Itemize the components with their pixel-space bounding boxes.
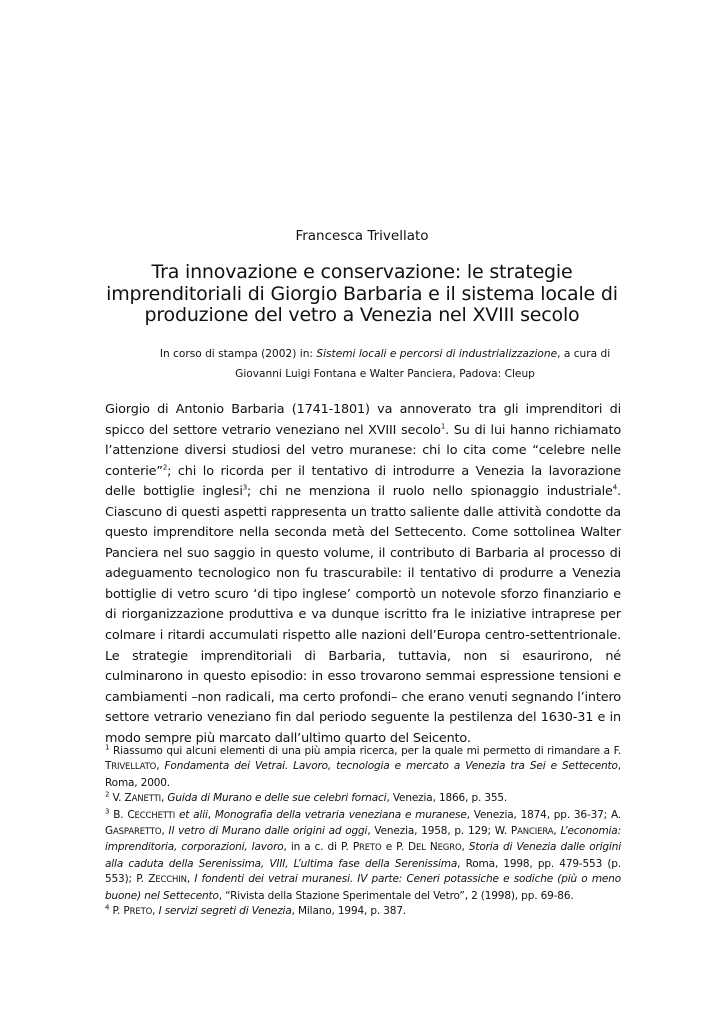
footnote-text: , Roma, 2000.	[105, 760, 621, 789]
body-text: Giorgio di Antonio Barbaria (1741-1801) va annoverato tra gli imprenditori di spicco del settore vetrario veneziano nel XVIII secolo	[105, 402, 621, 438]
body-paragraph	[105, 400, 621, 749]
body-text: . Su di lui hanno richiamato l’attenzione diversi studiosi del vetro muranese: chi lo cita come “celebre nelle conterie”	[105, 422, 621, 479]
footnote-italic: I fondenti dei vetrai muranesi. IV parte: Ceneri potassiche e sodiche (più o meno buone) nel Settecento	[105, 873, 621, 902]
footnote-text: , Roma, 1998, pp. 479-553 (p. 553); P. Z	[105, 857, 621, 886]
footnote-smallcaps: ASPARETTO	[113, 827, 162, 838]
footnote-number: 2	[105, 790, 110, 799]
footnote-smallcaps: EGRO	[437, 843, 462, 854]
footnote-ref: 4	[612, 483, 618, 492]
footnote-text: B. C	[109, 808, 135, 821]
footnote-text: P. P	[109, 905, 130, 918]
footnote-number: 3	[105, 807, 110, 816]
body-text: ; chi ne menziona il ruolo nello spionaggio industriale	[247, 484, 613, 500]
footnote-text: ,	[553, 825, 561, 838]
footnote-ref: 1	[440, 422, 446, 431]
footnote-text: , Venezia, 1874, pp. 36-37; A. G	[105, 808, 621, 838]
footnote-ref: 2	[162, 463, 168, 472]
footnote-1	[105, 744, 621, 791]
footnote-italic: Fondamenta dei Vetrai. Lavoro, tecnologia e mercato a Venezia tra Sei e Settecento	[164, 760, 618, 773]
body-text: . Ciascuno di questi aspetti rappresenta un tratto saliente dalle attività condotte da questo imprenditore nella seconda metà del Settecento. Come sottolinea Walter Panciera nel suo saggio in questo volume, il contributo di Barbaria al processo di adeguamento tecnologico non fu trascurabile: il tentativo di produrre a Venezia bottiglie di vetro scuro ‘di tipo inglese’ comportò un notevole sforzo finanziario e di riorganizzazione produttiva e va dunque iscritto fra le iniziative intraprese per colmare i ritardi accumulati rispetto alle nazioni dell’Europa centro-settentrionale. Le strategie imprenditoriali di Barbaria, tuttavia, non si esaurirono, né culminarono in questo episodio: in esso trovarono semmai espressione tensioni e cambiamenti –non radicali, ma certo profondi– che erano venuti segnando l’intero settore vetrario veneziano fin dal periodo seguente la pestilenza del 1630-31 e in modo sempre più marcato dall’ultimo quarto del Seicento.	[105, 484, 621, 746]
footnote-4	[105, 904, 621, 920]
footnote-text: , “Rivista della Stazione Sperimentale del Vetro”, 2 (1998), pp. 69-86.	[218, 889, 574, 902]
footnote-text: ,	[161, 792, 168, 805]
footnote-italic: Storia di Venezia dalle origini alla caduta della Serenissima, VIII, L’ultima fase della Serenissima	[105, 841, 621, 870]
pubnote-suffix: , a cura di Giovanni Luigi Fontana e Walter Panciera, Padova: Cleup	[235, 348, 611, 380]
footnote-italic: Guida di Murano e delle sue celebri fornaci	[167, 792, 387, 805]
body-text: ; chi lo ricorda per il tentativo di introdurre a Venezia la lavorazione delle bottiglie inglesi	[105, 463, 621, 500]
footnote-text: e P. D	[381, 841, 416, 854]
footnote-2	[105, 791, 621, 807]
footnote-text: N	[425, 841, 438, 854]
footnote-text: V. Z	[109, 792, 132, 805]
footnote-text: , Milano, 1994, p. 387.	[291, 905, 407, 918]
footnote-smallcaps: EL	[415, 843, 426, 854]
footnote-text: ,	[156, 760, 165, 773]
footnote-italic: L’economia: imprenditoria, corporazioni, lavoro	[105, 825, 621, 854]
footnote-text: ,	[207, 808, 215, 821]
footnote-text: , in a c. di P. P	[283, 841, 360, 854]
footnote-text: Riassumo qui alcuni elementi di una più ampia ricerca, per la quale mi permetto di rimandare a F. T	[105, 745, 621, 773]
pubnote-book-title: Sistemi locali e percorsi di industrializzazione	[316, 348, 558, 360]
footnote-italic: I servizi segreti di Venezia	[158, 905, 292, 918]
footnote-text: ,	[186, 873, 195, 886]
footnote-smallcaps: ANETTI	[131, 794, 161, 805]
footnote-smallcaps: RETO	[359, 843, 382, 854]
footnote-text: , Venezia, 1958, p. 129; W. P	[367, 825, 518, 838]
publication-note	[140, 345, 630, 384]
footnote-smallcaps: ECCHETTI	[134, 810, 176, 821]
footnote-number: 1	[105, 743, 110, 752]
footnote-italic: Il vetro di Murano dalle origini ad oggi	[168, 825, 368, 838]
footnote-text: ,	[161, 825, 169, 838]
footnote-smallcaps: ECCHIN	[155, 875, 187, 886]
footnote-smallcaps: RIVELLATO	[111, 762, 157, 773]
footnote-italic: Monografia della vetraria veneziana e muranese	[214, 808, 467, 821]
article-title: Tra innovazione e conservazione: le strategie imprenditoriali di Giorgio Barbaria e il sistema locale di produzione del vetro a Venezia nel XVIII secolo	[106, 261, 618, 326]
footnote-italic: et alii	[175, 808, 208, 821]
footnote-smallcaps: RETO	[129, 907, 153, 918]
footnote-smallcaps: ANCIERA	[517, 827, 554, 838]
footnote-text: , Venezia, 1866, p. 355.	[386, 792, 508, 805]
footnote-3	[105, 808, 621, 904]
footnote-text: ,	[461, 841, 469, 854]
footnote-text: ,	[152, 905, 159, 918]
footnotes	[105, 744, 621, 920]
footnote-number: 4	[105, 903, 110, 912]
pubnote-prefix: In corso di stampa (2002) in:	[159, 348, 317, 360]
footnote-ref: 3	[242, 483, 248, 492]
author-name: Francesca Trivellato	[295, 228, 429, 244]
